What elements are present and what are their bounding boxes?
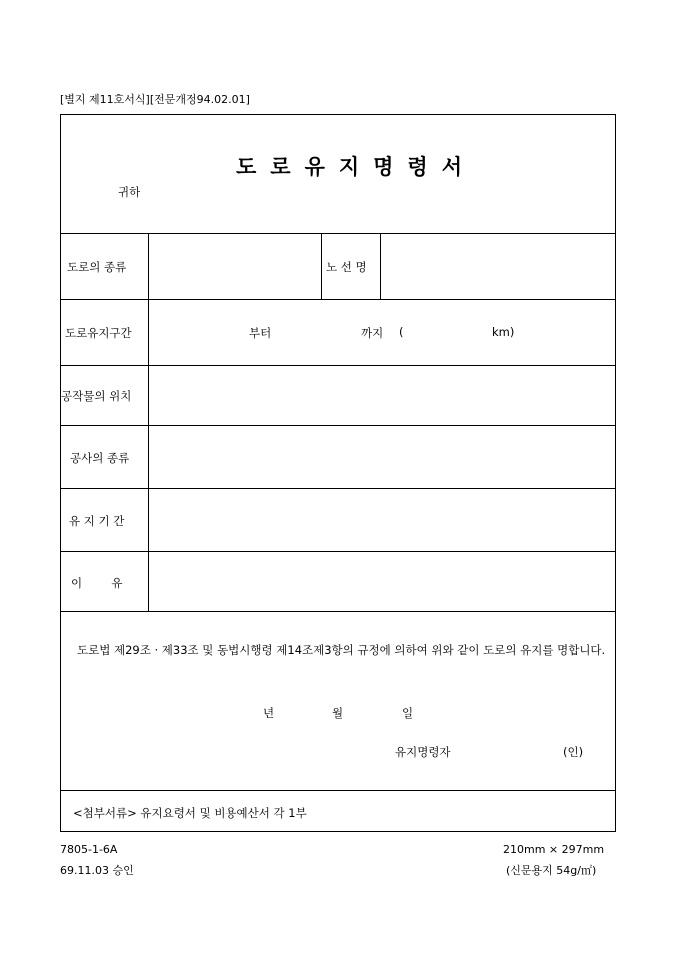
section-to-label: 까지 [361,326,384,340]
label-column-divider [148,233,149,611]
section-unit: km) [492,325,515,339]
date-year: 년 [263,706,275,720]
statement-text: 도로법 제29조 · 제33조 및 동법시행령 제14조제3항의 규정에 의하여 위와 같이 도로의 유지를 명합니다. [77,643,606,657]
seal-mark: (인) [563,745,584,759]
section-paren-open: ( [399,325,404,339]
divider [60,299,616,300]
section-from-label: 부터 [249,326,272,340]
date-month: 월 [332,706,344,720]
reason-label: 이 유 [71,576,123,590]
issuer-label: 유지명령자 [395,745,451,759]
divider [380,233,381,299]
road-type-label: 도로의 종류 [67,260,127,274]
work-type-label: 공사의 종류 [70,451,130,465]
divider [60,551,616,552]
structure-location-label: 공작물의 위치 [61,389,132,403]
form-header: [별지 제11호서식][전문개정94.02.01] [60,93,250,106]
paper-size: 210mm × 297mm [503,843,605,856]
paper-type: (신문용지 54g/㎡) [506,864,597,877]
form-frame [60,114,616,832]
section-label: 도로유지구간 [65,326,132,340]
divider [60,425,616,426]
divider [60,790,616,791]
divider [60,488,616,489]
date-day: 일 [402,706,414,720]
divider [60,611,616,612]
approval-date: 69.11.03 승인 [60,864,134,877]
attachments-note: <첨부서류> 유지요령서 및 비용예산서 각 1부 [73,806,307,820]
divider [321,233,322,299]
form-number: 7805-1-6A [60,843,118,856]
document-title: 도로유지명령서 [236,154,477,179]
period-label: 유 지 기 간 [69,514,125,528]
addressee-suffix: 귀하 [118,185,141,199]
divider [60,233,616,234]
route-name-label: 노 선 명 [326,260,367,274]
divider [60,365,616,366]
